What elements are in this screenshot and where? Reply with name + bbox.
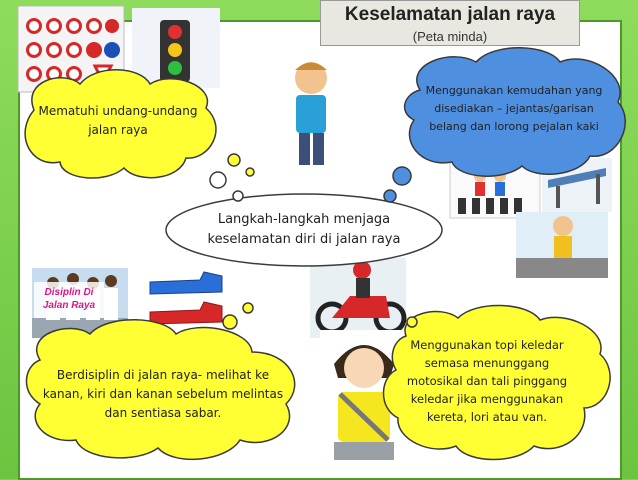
top-right-bubble-text: Menggunakan kemudahan yang disediakan – jejantas/garisan belang dan lorong pejalan kaki: [425, 84, 603, 133]
bottom-left-bubble-text: Berdisiplin di jalan raya- melihat ke kanan, kiri dan kanan sebelum melintas dan sentiasa sabar.: [42, 368, 284, 420]
slide-title: Keselamatan jalan raya: [344, 4, 556, 25]
top-left-bubble-text: Mematuhi undang-undang jalan raya: [38, 104, 198, 137]
poster-label: Disiplin Di Jalan Raya: [42, 287, 96, 311]
bottom-right-bubble-text: Menggunakan topi keledar semasa menunggang motosikal dan tali pinggang keledar jika menggunakan kereta, lori atau van.: [406, 338, 568, 424]
center-node-text: Langkah-langkah menjaga keselamatan diri di jalan raya: [207, 212, 401, 247]
slide-subtitle: (Peta minda): [412, 29, 488, 44]
top-left-cloud-tail: [228, 154, 254, 176]
title-box: [320, 0, 580, 46]
